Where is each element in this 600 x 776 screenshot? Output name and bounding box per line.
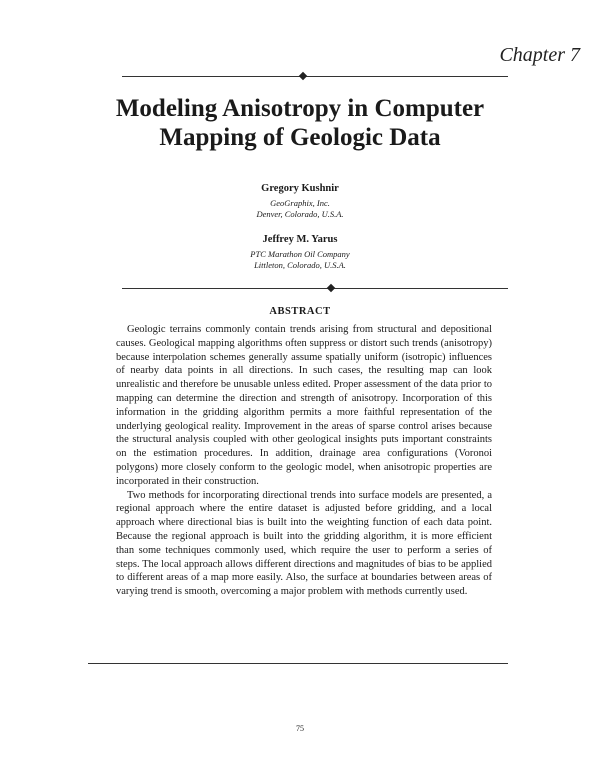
- author-2-affiliation: PTC Marathon Oil Company: [250, 249, 350, 259]
- author-2-name: Jeffrey M. Yarus: [262, 234, 338, 245]
- chapter-title: [60, 94, 540, 152]
- abstract-paragraph-2: Two methods for incorporating directional trends into surface models are presented, a regional approach where the entire dataset is adjusted before gridding, and a local approach where directional bias is built into the weighting function of each data point. Because the regional approach is built into the gridding algorithm, it is more efficient than some techniques commonly used, which require the user to perform a series of steps. The local approach allows different directions and magnitudes of bias to be applied to different areas of a map more easily. Also, the surface at boundaries between areas of varying trend is smooth, overcoming a major problem with methods currently used.: [116, 489, 492, 598]
- page-number: 75: [296, 724, 304, 733]
- author-2-location: Littleton, Colorado, U.S.A.: [254, 260, 346, 270]
- abstract-paragraph-1: Geologic terrains commonly contain trends arising from structural and depositional causes. Geological mapping algorithms often suppress or distort such trends (anisotropy) because interpolation schemes generally assume spatially uniform (isotropic) influences of nearby data points in all directions. In such cases, the resulting map can look unrealistic and therefore be unusable unless edited. Proper assessment of the data prior to mapping can determine the direction and strength of anisotropy. Incorporation of this information in the gridding algorithm permits a more faithful representation of the underlying geological reality. Improvement in the areas of sparse control arises because the structural analysis coupled with other geological insights puts important constraints on the estimation procedures. In addition, drainage area configurations (Voronoi polygons) more closely conform to the geologic model, when anisotropic properties are incorporated in their construction.: [116, 324, 492, 487]
- abstract-divider-ornament-icon: [327, 284, 335, 292]
- abstract-divider: [122, 288, 508, 289]
- title-line-2: Mapping of Geologic Data: [159, 124, 441, 151]
- chapter-label: Chapter 7: [499, 44, 580, 66]
- chapter-divider: [122, 76, 508, 77]
- author-1-affiliation: GeoGraphix, Inc.: [270, 198, 330, 208]
- footer-divider: [88, 663, 508, 664]
- title-line-1: Modeling Anisotropy in Computer: [115, 95, 485, 122]
- author-1-name: Gregory Kushnir: [261, 183, 339, 194]
- abstract-body: [116, 323, 492, 599]
- divider-ornament-icon: [299, 72, 307, 80]
- abstract-heading: ABSTRACT: [269, 306, 331, 317]
- author-1-location: Denver, Colorado, U.S.A.: [256, 209, 344, 219]
